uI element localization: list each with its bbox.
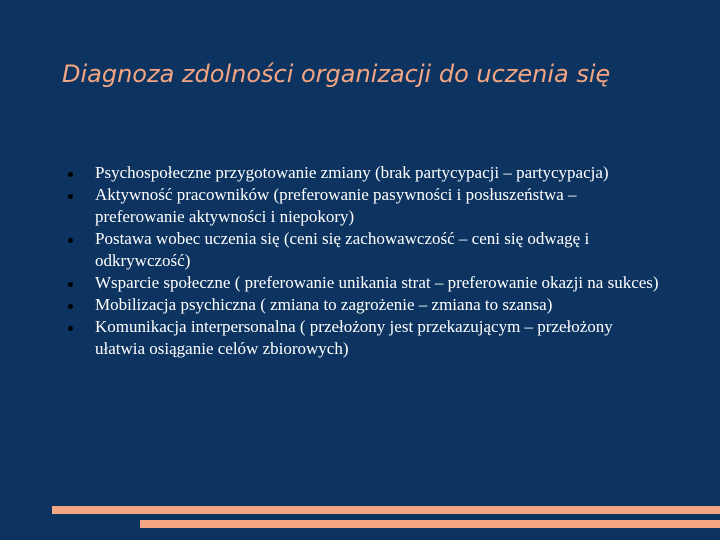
bullet-text: Komunikacja interpersonalna ( przełożony jest przekazującym – przełożony ułatwia osiąganie celów zbiorowych): [95, 317, 613, 358]
bullet-list: [60, 162, 660, 360]
bullet-text: Psychospołeczne przygotowanie zmiany (brak partycypacji – partycypacja): [95, 163, 609, 182]
bullet-item: [60, 184, 660, 228]
decorative-bar-bottom: [140, 520, 720, 528]
bullet-item: [60, 162, 660, 184]
bullet-dot-icon: [68, 194, 73, 199]
bullet-text: Postawa wobec uczenia się (ceni się zachowawczość – ceni się odwagę i odkrywczość): [95, 229, 590, 270]
bullet-text: Wsparcie społeczne ( preferowanie unikania strat – preferowanie okazji na sukces): [95, 273, 659, 292]
bullet-dot-icon: [68, 172, 73, 177]
bullet-text: Mobilizacja psychiczna ( zmiana to zagrożenie – zmiana to szansa): [95, 295, 553, 314]
bullet-item: [60, 294, 660, 316]
bullet-dot-icon: [68, 238, 73, 243]
bullet-dot-icon: [68, 326, 73, 331]
bullet-item: [60, 228, 660, 272]
bullet-dot-icon: [68, 304, 73, 309]
bullet-item: [60, 272, 660, 294]
bullet-item: [60, 316, 660, 360]
bullet-text: Aktywność pracowników (preferowanie pasywności i posłuszeństwa – preferowanie aktywności i niepokory): [95, 185, 577, 226]
bullet-dot-icon: [68, 282, 73, 287]
slide-title: Diagnoza zdolności organizacji do uczenia się: [62, 60, 611, 88]
decorative-bar-top: [52, 506, 720, 514]
